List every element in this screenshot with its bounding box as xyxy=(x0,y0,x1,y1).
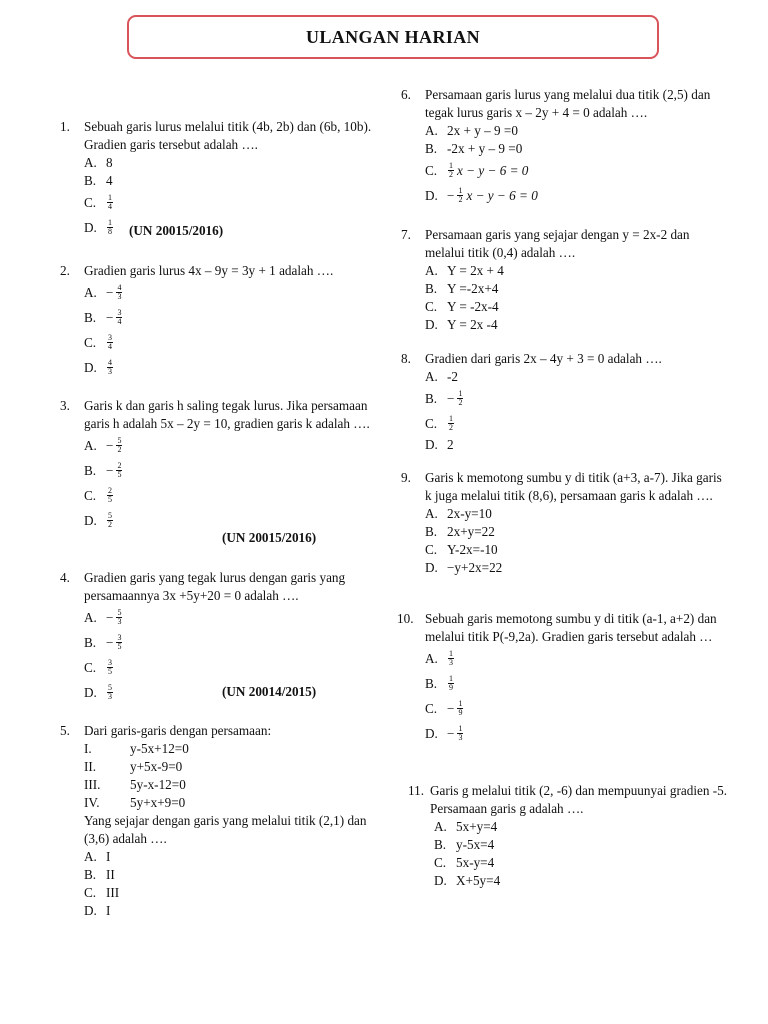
option-label: C. xyxy=(84,659,97,675)
option-d[interactable]: D. − $\frac{1}{3}$ xyxy=(425,724,463,742)
option-c[interactable] xyxy=(84,655,390,680)
option-value: 5x+y=4 xyxy=(456,819,498,834)
option-label: B. xyxy=(425,141,438,156)
option-label: C. xyxy=(425,415,438,431)
page-title: ULANGAN HARIAN xyxy=(305,26,481,47)
question-number: 9. xyxy=(401,470,411,485)
source-note: (UN 20015/2016) xyxy=(222,530,317,545)
fraction: $\frac{3}{5}$ xyxy=(117,633,122,651)
fraction: $\frac{5}{2}$ xyxy=(108,511,112,529)
option-label: A. xyxy=(425,506,438,521)
option-value: II xyxy=(106,867,115,882)
option-d[interactable] xyxy=(425,316,731,334)
option-label: D. xyxy=(84,903,97,918)
option-label: B. xyxy=(425,675,438,691)
option-value: III xyxy=(106,885,120,900)
option-b[interactable] xyxy=(84,866,390,884)
question-number: 4. xyxy=(60,570,70,585)
option-value: -2x + y – 9 =0 xyxy=(447,141,523,156)
fraction: $\frac{1}{4}$ xyxy=(108,193,112,211)
option-b[interactable] xyxy=(425,671,727,696)
option-value: Y-2x=-10 xyxy=(447,542,498,557)
option-b[interactable] xyxy=(434,836,730,854)
fraction: $\frac{2}{5}$ xyxy=(117,461,122,479)
question-number: 2. xyxy=(60,263,70,278)
option-c[interactable] xyxy=(434,854,730,872)
option-c[interactable] xyxy=(425,541,731,559)
option-label: A. xyxy=(84,849,97,864)
option-d[interactable]: D. − $\frac{1}{2}$ x − y − 6 = 0 xyxy=(425,186,538,204)
option-label: A. xyxy=(434,819,447,834)
option-d[interactable] xyxy=(84,902,390,920)
question-text: Sebuah garis memotong sumbu y di titik (a-1, a+2) dan melalui titik P(-9,2a). Gradien garis tersebut adalah … xyxy=(425,611,717,644)
option-d[interactable] xyxy=(84,355,390,380)
option-label: C. xyxy=(84,194,97,210)
question-3 xyxy=(60,397,390,545)
question-2 xyxy=(60,262,390,380)
fraction: $\frac{1}{9}$ xyxy=(458,699,463,717)
source-note: (UN 20015/2016) xyxy=(129,223,224,238)
fraction: $\frac{4}{3}$ xyxy=(117,283,122,301)
question-7 xyxy=(401,226,731,334)
option-value: 2x+y=22 xyxy=(447,524,495,539)
question-text: Garis k memotong sumbu y di titik (a+3, a-7). Jika garis k juga melalui titik (8,6), persamaan garis k adalah …. xyxy=(425,470,722,503)
option-label: B. xyxy=(84,867,97,882)
question-1 xyxy=(60,118,390,240)
option-c[interactable] xyxy=(84,483,390,508)
option-label: C. xyxy=(84,885,97,900)
fraction: $\frac{3}{4}$ xyxy=(117,308,122,326)
option-d[interactable] xyxy=(434,872,730,890)
option-b[interactable] xyxy=(425,523,731,541)
option-label: B. xyxy=(84,462,97,478)
equation-row: IV. 5y+x+9=0 xyxy=(84,795,186,810)
option-a[interactable] xyxy=(425,505,731,523)
question-5 xyxy=(60,722,390,920)
question-text: Garis k dan garis h saling tegak lurus. Jika persamaan garis h adalah 5x – 2y = 10, gradien garis k adalah …. xyxy=(84,398,370,431)
question-11 xyxy=(408,782,730,890)
option-label: B. xyxy=(434,837,447,852)
option-value: I xyxy=(106,849,111,864)
option-value: 4 xyxy=(106,173,113,188)
option-label: D. xyxy=(84,684,97,700)
title-box xyxy=(127,15,659,59)
option-value: 8 xyxy=(106,155,113,170)
fraction: $\frac{1}{2}$ xyxy=(458,186,463,204)
fraction: $\frac{5}{2}$ xyxy=(117,436,122,454)
option-a[interactable] xyxy=(84,154,390,172)
option-b[interactable] xyxy=(425,280,731,298)
question-text: Sebuah garis lurus melalui titik (4b, 2b) dan (6b, 10b). Gradien garis tersebut adalah …. xyxy=(84,119,372,152)
option-label: B. xyxy=(425,524,438,539)
option-label: B. xyxy=(84,173,97,188)
fraction: $\frac{5}{3}$ xyxy=(108,683,112,701)
option-label: C. xyxy=(425,542,438,557)
option-b[interactable]: B. − $\frac{3}{5}$ xyxy=(84,633,122,651)
option-b[interactable]: B. − $\frac{1}{2}$ xyxy=(425,389,463,407)
option-label: B. xyxy=(425,390,438,406)
question-number: 6. xyxy=(401,87,411,102)
option-a[interactable]: A. − $\frac{5}{2}$ xyxy=(84,436,122,454)
option-label: B. xyxy=(425,281,438,296)
option-value: Y = 2x + 4 xyxy=(447,263,504,278)
fraction: $\frac{1}{2}$ xyxy=(449,161,453,179)
option-value: X+5y=4 xyxy=(456,873,501,888)
question-text: Gradien garis yang tegak lurus dengan garis yang persamaannya 3x +5y+20 = 0 adalah …. xyxy=(84,570,346,603)
fraction: $\frac{1}{3}$ xyxy=(458,724,463,742)
question-10 xyxy=(397,610,727,746)
option-c[interactable] xyxy=(425,411,731,436)
option-label: C. xyxy=(425,162,438,178)
option-value: 2x-y=10 xyxy=(447,506,492,521)
option-a[interactable]: A. − $\frac{5}{3}$ xyxy=(84,608,122,626)
fraction: $\frac{3}{4}$ xyxy=(108,333,112,351)
option-a[interactable] xyxy=(434,818,730,836)
option-label: D. xyxy=(84,512,97,528)
fraction: $\frac{1}{8}$ xyxy=(108,218,112,236)
question-text: Gradien dari garis 2x – 4y + 3 = 0 adalah …. xyxy=(425,351,662,366)
option-a[interactable] xyxy=(425,646,727,671)
option-a[interactable] xyxy=(425,368,731,386)
option-label: A. xyxy=(84,155,97,170)
question-text: Gradien garis lurus 4x – 9y = 3y + 1 adalah …. xyxy=(84,263,334,278)
fraction: $\frac{1}{3}$ xyxy=(449,649,453,667)
option-label: A. xyxy=(425,263,438,278)
option-value: Y =-2x+4 xyxy=(447,281,499,296)
option-label: C. xyxy=(434,855,447,870)
option-value: 2 xyxy=(447,437,454,452)
option-c[interactable] xyxy=(84,190,390,215)
fraction: $\frac{4}{3}$ xyxy=(108,358,112,376)
option-value: Y = -2x-4 xyxy=(447,299,499,314)
question-6 xyxy=(401,86,731,208)
question-8 xyxy=(401,350,731,454)
option-a[interactable] xyxy=(425,122,731,140)
equation-row: I. y-5x+12=0 xyxy=(84,741,189,756)
option-c[interactable]: C. $\frac{1}{2}$ x − y − 6 = 0 xyxy=(425,161,529,179)
fraction: $\frac{3}{5}$ xyxy=(108,658,112,676)
option-label: D. xyxy=(84,359,97,375)
question-number: 3. xyxy=(60,398,70,413)
fraction: $\frac{1}{2}$ xyxy=(449,414,453,432)
source-note: (UN 20014/2015) xyxy=(222,684,317,699)
option-label: D. xyxy=(425,317,438,332)
fraction: $\frac{1}{2}$ xyxy=(458,389,463,407)
option-value: −y+2x=22 xyxy=(447,560,503,575)
fraction: $\frac{1}{9}$ xyxy=(449,674,453,692)
option-label: A. xyxy=(84,284,97,300)
option-label: C. xyxy=(84,487,97,503)
option-label: B. xyxy=(84,309,97,325)
question-text: Garis g melalui titik (2, -6) dan mempuunyai gradien -5. Persamaan garis g adalah …. xyxy=(430,783,728,816)
question-number: 10. xyxy=(397,611,414,626)
option-c[interactable] xyxy=(84,884,390,902)
option-b[interactable]: B. − $\frac{3}{4}$ xyxy=(84,308,122,326)
option-label: D. xyxy=(84,219,97,235)
option-label: C. xyxy=(425,700,438,716)
option-value: 2x + y – 9 =0 xyxy=(447,123,518,138)
option-value: y-5x=4 xyxy=(456,837,495,852)
option-label: A. xyxy=(425,369,438,384)
question-text: Persamaan garis yang sejajar dengan y = 2x-2 dan melalui titik (0,4) adalah …. xyxy=(425,227,690,260)
fraction: $\frac{5}{3}$ xyxy=(117,608,122,626)
question-number: 7. xyxy=(401,227,411,242)
option-label: D. xyxy=(425,725,438,741)
option-b[interactable] xyxy=(84,172,390,190)
question-9 xyxy=(401,469,731,577)
option-d[interactable] xyxy=(425,559,731,577)
option-value: Y = 2x -4 xyxy=(447,317,498,332)
option-label: A. xyxy=(84,437,97,453)
question-text: Dari garis-garis dengan persamaan: xyxy=(84,723,272,738)
option-b[interactable]: B. − $\frac{2}{5}$ xyxy=(84,461,122,479)
question-number: 11. xyxy=(408,783,424,798)
option-label: D. xyxy=(434,873,447,888)
option-a[interactable]: A. − $\frac{4}{3}$ xyxy=(84,283,122,301)
option-label: D. xyxy=(425,437,438,452)
option-label: C. xyxy=(425,299,438,314)
option-label: B. xyxy=(84,634,97,650)
question-number: 1. xyxy=(60,119,70,134)
option-label: A. xyxy=(425,650,438,666)
option-b[interactable] xyxy=(425,140,731,158)
option-d[interactable] xyxy=(425,436,731,454)
fraction: $\frac{2}{5}$ xyxy=(108,486,112,504)
option-a[interactable] xyxy=(84,848,390,866)
question-4 xyxy=(60,569,390,705)
option-value: I xyxy=(106,903,111,918)
option-label: C. xyxy=(84,334,97,350)
option-c[interactable] xyxy=(84,330,390,355)
equation-row: III. 5y-x-12=0 xyxy=(84,777,186,792)
question-number: 5. xyxy=(60,723,70,738)
option-value: 5x-y=4 xyxy=(456,855,495,870)
option-label: D. xyxy=(425,560,438,575)
option-value: -2 xyxy=(447,369,458,384)
question-text-continued: Yang sejajar dengan garis yang melalui titik (2,1) dan (3,6) adalah …. xyxy=(84,813,367,846)
option-label: A. xyxy=(84,609,97,625)
question-text: Persamaan garis lurus yang melalui dua titik (2,5) dan tegak lurus garis x – 2y + 4 = 0 adalah …. xyxy=(425,87,711,120)
option-a[interactable] xyxy=(425,262,731,280)
question-number: 8. xyxy=(401,351,411,366)
option-c[interactable]: C. − $\frac{1}{9}$ xyxy=(425,699,463,717)
option-label: A. xyxy=(425,123,438,138)
option-c[interactable] xyxy=(425,298,731,316)
equation-row: II. y+5x-9=0 xyxy=(84,759,183,774)
option-label: D. xyxy=(425,187,438,203)
